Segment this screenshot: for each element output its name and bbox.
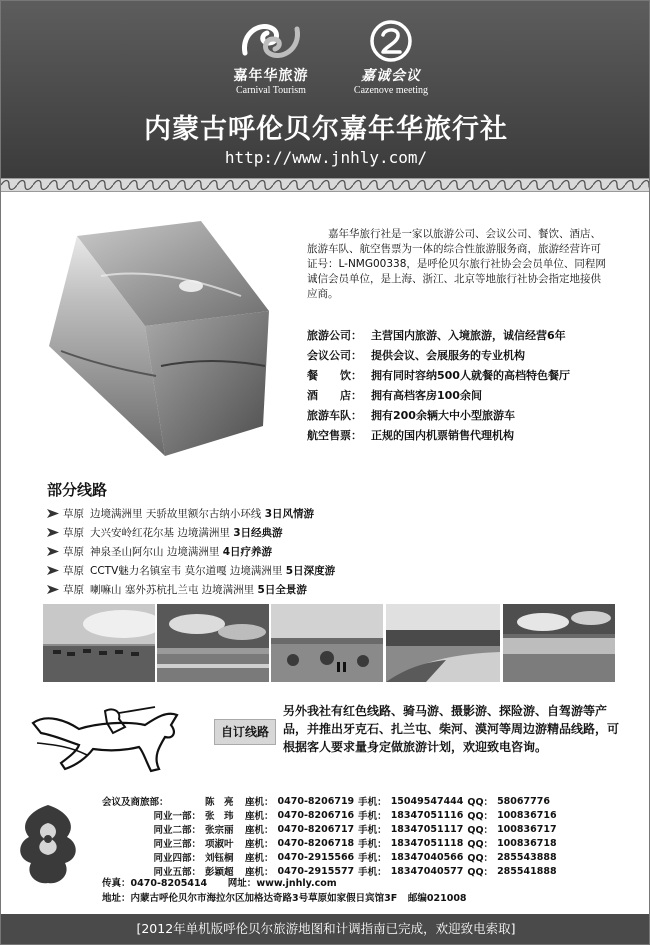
route-tag: 草原 — [63, 584, 84, 596]
service-value: 拥有高档客房100余间 — [371, 389, 482, 402]
contact-name: 刘钰桐 — [205, 853, 234, 864]
horse-rider-illustration — [27, 703, 187, 775]
tel-label: 座机： — [245, 825, 274, 836]
route-tag: 草原 — [63, 508, 84, 520]
mongolian-ornament-icon — [15, 801, 81, 887]
logo-b-en: Cazenove meeting — [353, 85, 429, 96]
route-item[interactable] — [47, 506, 314, 521]
decorative-border-band — [1, 178, 650, 192]
qq-label: QQ： — [467, 811, 494, 822]
web-link[interactable]: www.jnhly.com — [256, 878, 337, 889]
service-fleet — [307, 407, 627, 423]
route-item[interactable] — [47, 544, 272, 559]
carnival-tourism-logo — [223, 19, 319, 96]
contact-dept: 同业五部： — [153, 867, 201, 878]
service-value: 拥有同时容纳500人就餐的高档特色餐厅 — [371, 369, 570, 382]
arrow-bullet-icon — [47, 585, 59, 594]
contact-mobile[interactable]: 18347051116 — [390, 809, 464, 821]
contact-row — [102, 850, 561, 864]
contact-qq[interactable]: 100836716 — [497, 809, 557, 821]
contact-dept: 同业二部： — [153, 825, 201, 836]
service-value: 拥有200余辆大中小型旅游车 — [371, 409, 515, 422]
contact-mobile[interactable]: 18347040566 — [390, 851, 464, 863]
routes-title: 部分线路 — [47, 481, 108, 499]
contact-name: 陈 亮 — [205, 797, 234, 808]
photo-clouds-grassland — [157, 604, 269, 682]
service-tourism — [307, 327, 627, 343]
route-item[interactable] — [47, 582, 307, 597]
contact-tel[interactable]: 0470-8206717 — [277, 823, 355, 835]
service-ticketing — [307, 427, 627, 443]
route-tag: 草原 — [63, 546, 84, 558]
address-line — [102, 890, 467, 904]
cazenove-meeting-logo — [341, 19, 441, 96]
tel-label: 座机： — [245, 839, 274, 850]
mobile-label: 手机： — [358, 839, 387, 850]
photo-lake-clouds — [503, 604, 615, 682]
contact-qq[interactable]: 285541888 — [497, 865, 557, 877]
service-value: 主营国内旅游、入境旅游，诚信经营6年 — [371, 329, 566, 342]
service-hotel — [307, 387, 627, 403]
contact-mobile[interactable]: 18347051117 — [390, 823, 464, 835]
carnival-swirl-icon — [239, 19, 303, 63]
contact-qq[interactable]: 285543888 — [497, 851, 557, 863]
contact-tel[interactable]: 0470-8206719 — [277, 795, 355, 807]
route-text: 大兴安岭红花尔基 边境满洲里 — [90, 527, 234, 539]
service-key: 航空售票： — [307, 429, 362, 442]
route-item[interactable] — [47, 525, 283, 540]
service-value: 正规的国内机票销售代理机构 — [371, 429, 514, 442]
route-text: 边境满洲里 天骄故里额尔古纳小环线 — [90, 508, 265, 520]
cazenove-circle-icon — [369, 19, 413, 63]
mobile-label: 手机： — [358, 867, 387, 878]
route-text: 神泉圣山阿尔山 边境满洲里 — [90, 546, 223, 558]
route-tag: 草原 — [63, 527, 84, 539]
service-key: 会议公司： — [307, 349, 362, 362]
fax-web-line — [102, 875, 337, 889]
contact-qq[interactable]: 100836718 — [497, 837, 557, 849]
logo-a-cn: 嘉年华旅游 — [233, 68, 309, 84]
grassland-photo-cube — [41, 216, 276, 461]
contact-tel[interactable]: 0470-8206716 — [277, 809, 355, 821]
custom-routes-label: 自订线路 — [214, 719, 276, 745]
logo-a-en: Carnival Tourism — [236, 85, 306, 96]
contact-name: 张 玮 — [205, 811, 234, 822]
logo-b-cn: 嘉诚会议 — [361, 68, 421, 84]
service-meeting — [307, 347, 627, 363]
contact-name: 彭颖超 — [205, 867, 234, 878]
arrow-bullet-icon — [47, 509, 59, 518]
qq-label: QQ： — [467, 867, 494, 878]
contact-qq[interactable]: 100836717 — [497, 823, 557, 835]
arrow-bullet-icon — [47, 566, 59, 575]
photo-river-forest — [386, 604, 500, 682]
contact-name: 项淑叶 — [205, 839, 234, 850]
route-item[interactable] — [47, 563, 335, 578]
contact-name: 张宗丽 — [205, 825, 234, 836]
tel-label: 座机： — [245, 867, 274, 878]
mobile-label: 手机： — [358, 853, 387, 864]
contact-tel[interactable]: 0470-8206718 — [277, 837, 355, 849]
contact-table — [102, 794, 561, 878]
photo-yurts — [271, 604, 383, 682]
contact-dept: 同业四部： — [153, 853, 201, 864]
tel-label: 座机： — [245, 811, 274, 822]
tel-label: 座机： — [245, 853, 274, 864]
service-key: 旅游公司： — [307, 329, 362, 342]
footer-banner: [2012年单机版呼伦贝尔旅游地图和计调指南已完成，欢迎致电索取] — [1, 914, 650, 945]
contact-dept: 同业三部： — [153, 839, 201, 850]
service-key: 餐 饮： — [307, 369, 362, 382]
route-duration: 3日风情游 — [264, 508, 314, 520]
agency-intro: 嘉年华旅行社是一家以旅游公司、会议公司、餐饮、酒店、旅游车队、航空售票为一体的综合性旅游服务商，旅游经营许可证号：L-NMG00338，是呼伦贝尔旅行社协会会员单位、同程网诚信会员单位，是上海、浙江、北京等地旅行社协会指定地接供应商。 — [307, 228, 606, 300]
arrow-bullet-icon — [47, 528, 59, 537]
contact-tel[interactable]: 0470-2915566 — [277, 851, 355, 863]
contact-row — [102, 822, 561, 836]
photo-horses — [43, 604, 155, 682]
contact-dept: 同业一部： — [153, 811, 201, 822]
route-duration: 5日全景游 — [257, 584, 307, 596]
route-duration: 3日经典游 — [233, 527, 283, 539]
qq-label: QQ： — [467, 853, 494, 864]
custom-routes-text: 另外我社有红色线路、骑马游、摄影游、探险游、自驾游等产品，并推出牙克石、扎兰屯、柴河、漠河等周边游精品线路，可根据客人要求量身定做旅游计划，欢迎致电咨询。 — [283, 704, 620, 754]
postcode: 021008 — [426, 893, 467, 904]
mobile-label: 手机： — [358, 825, 387, 836]
mobile-label: 手机： — [358, 797, 387, 808]
contact-mobile[interactable]: 18347040577 — [390, 865, 464, 877]
address-text: 内蒙古呼伦贝尔市海拉尔区加格达奇路3号草原如家假日宾馆3F — [130, 893, 398, 904]
mobile-label: 手机： — [358, 811, 387, 822]
contact-mobile[interactable]: 18347051118 — [390, 837, 464, 849]
service-key: 旅游车队： — [307, 409, 362, 422]
service-key: 酒 店： — [307, 389, 362, 402]
contact-row — [102, 836, 561, 850]
route-text: CCTV魅力名镇室韦 莫尔道嘎 边境满洲里 — [90, 565, 286, 577]
service-value: 提供会议、会展服务的专业机构 — [371, 349, 525, 362]
route-text: 喇嘛山 塞外苏杭扎兰屯 边境满洲里 — [90, 584, 258, 596]
fax-number[interactable]: 0470-8205414 — [130, 878, 208, 889]
web-label: 网址： — [227, 878, 257, 889]
tel-label: 座机： — [245, 797, 274, 808]
route-duration: 5日深度游 — [285, 565, 336, 577]
contact-row — [102, 808, 561, 822]
fax-label: 传真： — [102, 878, 131, 889]
contact-dept: 会议及商旅部： — [102, 797, 169, 808]
agency-title: 内蒙古呼伦贝尔嘉年华旅行社 — [144, 114, 508, 145]
route-tag: 草原 — [63, 565, 84, 577]
postcode-label: 邮编 — [407, 893, 427, 904]
contact-tel[interactable]: 0470-2915577 — [277, 865, 355, 877]
agency-url[interactable]: http://www.jnhly.com/ — [224, 148, 428, 167]
qq-label: QQ： — [467, 839, 494, 850]
qq-label: QQ： — [467, 797, 494, 808]
header-banner — [1, 1, 650, 178]
contact-mobile[interactable]: 15049547444 — [390, 795, 464, 807]
contact-qq[interactable]: 58067776 — [497, 795, 550, 807]
service-catering — [307, 367, 627, 383]
qq-label: QQ： — [467, 825, 494, 836]
arrow-bullet-icon — [47, 547, 59, 556]
route-duration: 4日疗养游 — [222, 546, 272, 558]
address-label: 地址： — [102, 893, 131, 904]
contact-row — [102, 794, 561, 808]
